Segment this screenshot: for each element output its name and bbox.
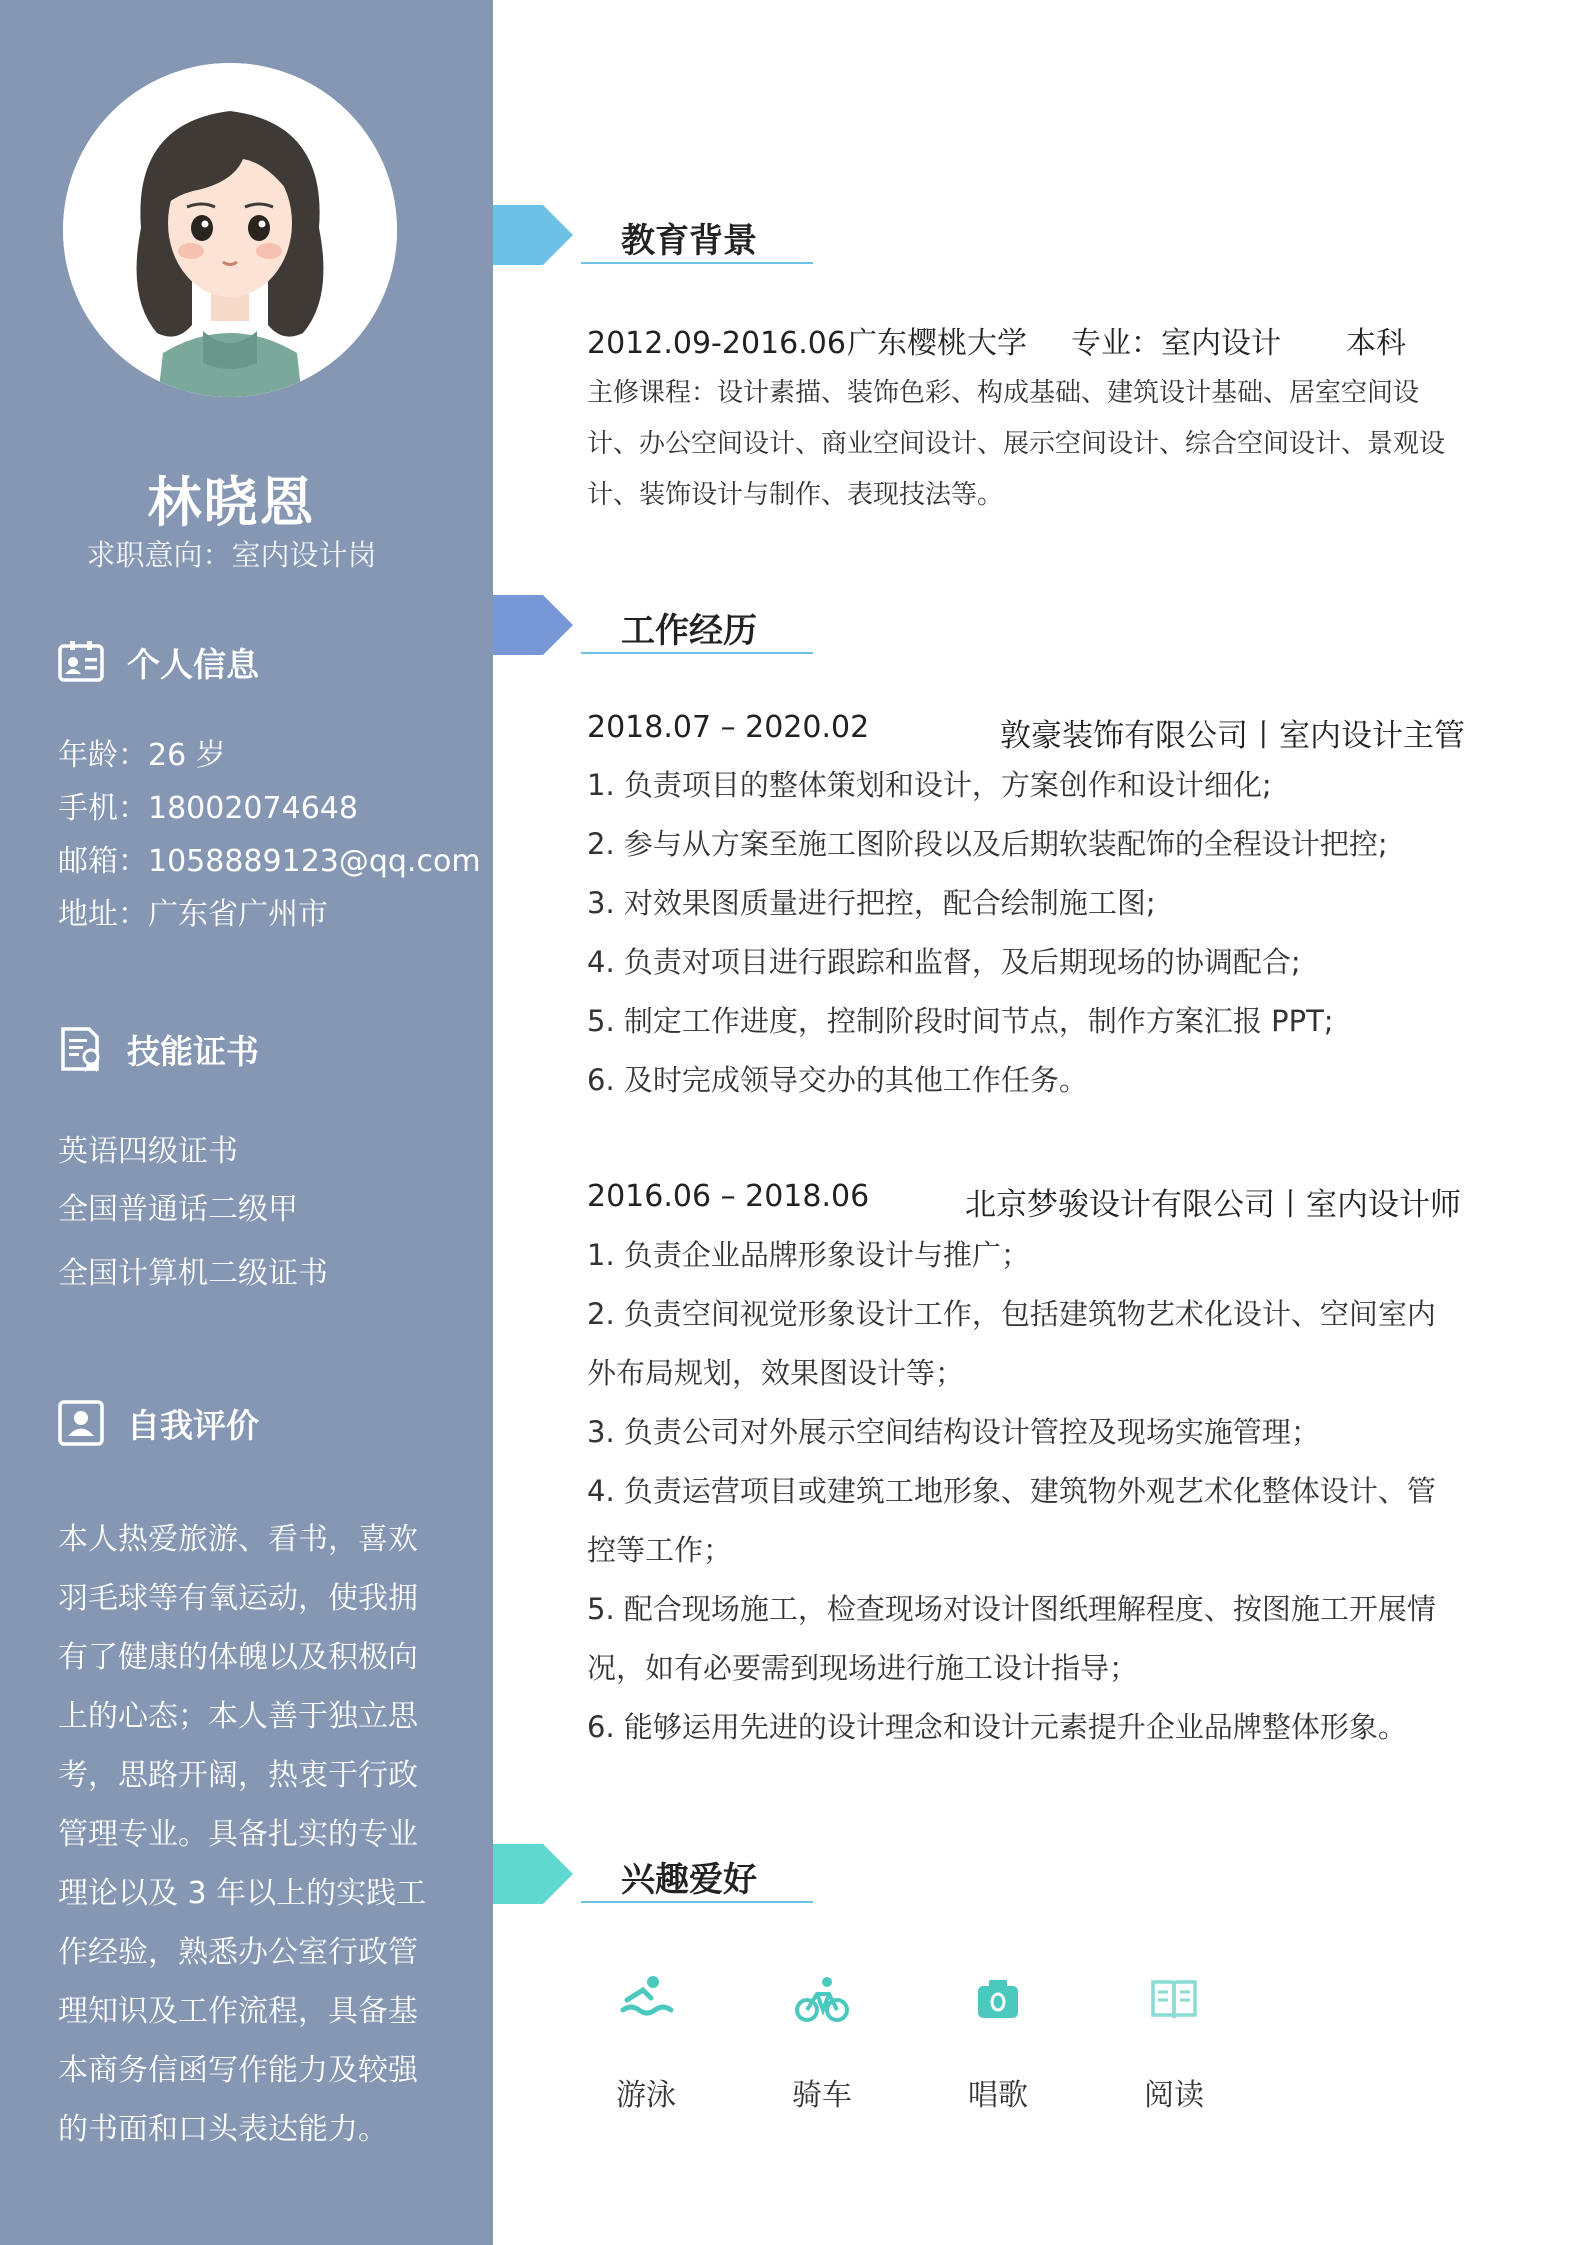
education-major: 专业：室内设计 bbox=[1071, 326, 1281, 361]
bicycle-icon bbox=[793, 1970, 851, 2028]
job-duty: 3. 负责公司对外展示空间结构设计管控及现场实施管理； bbox=[587, 1415, 1320, 1449]
sidebar bbox=[0, 0, 493, 2245]
job-duty: 2. 参与从方案至施工图阶段以及后期软装配饰的全程设计把控; bbox=[587, 827, 1388, 861]
skill-item: 英语四级证书 bbox=[58, 1134, 238, 1169]
skill-item: 全国普通话二级甲 bbox=[58, 1192, 298, 1227]
hobby-label: 骑车 bbox=[792, 2078, 852, 2113]
candidate-name: 林晓恩 bbox=[147, 471, 316, 534]
user-icon bbox=[57, 1399, 105, 1447]
hobby-item bbox=[938, 1970, 1058, 2114]
hobbies-title: 兴趣爱好 bbox=[621, 1860, 757, 1900]
skill-item: 全国计算机二级证书 bbox=[58, 1256, 328, 1291]
work-section-heading bbox=[493, 595, 823, 655]
section-underline bbox=[581, 652, 813, 654]
avatar bbox=[63, 63, 397, 397]
section-underline bbox=[581, 262, 813, 264]
self-eval-text: 本人热爱旅游、看书，喜欢羽毛球等有氧运动，使我拥有了健康的体魄以及积极向上的心态；本人善于独立思考，思路开阔，热衷于行政管理专业。具备扎实的专业理论以及 3 年以上的实践工作经验，熟悉办公室行政管理知识及工作流程，具备基本商务信函写作能力及较强的书面和口头表达能力。 bbox=[58, 1522, 427, 2147]
id-card-icon bbox=[57, 638, 105, 686]
section-arrow-icon bbox=[493, 595, 573, 655]
education-period: 2012.09-2016.06 bbox=[587, 326, 846, 361]
job-duty: 5. 制定工作进度，控制阶段时间节点，制作方案汇报 PPT; bbox=[587, 1004, 1334, 1038]
job-duty: 6. 能够运用先进的设计理念和设计元素提升企业品牌整体形象。 bbox=[587, 1710, 1407, 1744]
job-heading bbox=[587, 1179, 1461, 1223]
education-title: 教育背景 bbox=[621, 221, 757, 261]
section-underline bbox=[581, 1901, 813, 1903]
microphone-icon bbox=[969, 1970, 1027, 2028]
job-intent: 求职意向：室内设计岗 bbox=[86, 538, 377, 572]
education-section-heading bbox=[493, 205, 823, 265]
job-duty: 1. 负责企业品牌形象设计与推广； bbox=[587, 1238, 1030, 1272]
work-title: 工作经历 bbox=[621, 611, 757, 651]
book-icon bbox=[1145, 1970, 1203, 2028]
personal-info-age: 年龄：26 岁 bbox=[58, 738, 226, 773]
self-eval-title: 自我评价 bbox=[127, 1405, 259, 1445]
skills-title: 技能证书 bbox=[127, 1031, 259, 1071]
personal-info-heading bbox=[57, 637, 259, 687]
hobby-label: 游泳 bbox=[616, 2078, 676, 2113]
avatar-illustration bbox=[63, 63, 397, 397]
self-eval-heading bbox=[57, 1398, 259, 1448]
job-duty: 4. 负责对项目进行跟踪和监督，及后期现场的协调配合; bbox=[587, 945, 1301, 979]
hobby-label: 唱歌 bbox=[968, 2078, 1028, 2113]
swimming-icon bbox=[617, 1970, 675, 2028]
skills-heading bbox=[57, 1024, 259, 1074]
hobbies-section-heading bbox=[493, 1844, 823, 1904]
education-degree: 本科 bbox=[1346, 326, 1406, 361]
job-duty: 5. 配合现场施工，检查现场对设计图纸理解程度、按图施工开展情况，如有必要需到现场进行施工设计指导； bbox=[587, 1592, 1436, 1685]
job-duty: 2. 负责空间视觉形象设计工作，包括建筑物艺术化设计、空间室内外布局规划，效果图设计等； bbox=[587, 1297, 1436, 1390]
job-heading bbox=[587, 710, 1465, 754]
certificate-icon bbox=[57, 1025, 105, 1073]
personal-info-phone: 手机：18002074648 bbox=[58, 791, 358, 826]
job-duty: 3. 对效果图质量进行把控，配合绘制施工图; bbox=[587, 886, 1156, 920]
section-arrow-icon bbox=[493, 205, 573, 265]
job-company: 北京梦骏设计有限公司丨室内设计师 bbox=[965, 1187, 1461, 1223]
job-period: 2018.07 – 2020.02 bbox=[587, 710, 870, 745]
job-duty: 6. 及时完成领导交办的其他工作任务。 bbox=[587, 1063, 1088, 1097]
job-period: 2016.06 – 2018.06 bbox=[587, 1179, 870, 1214]
job-duty: 1. 负责项目的整体策划和设计，方案创作和设计细化; bbox=[587, 768, 1272, 802]
hobby-label: 阅读 bbox=[1144, 2078, 1204, 2113]
education-school: 广东樱桃大学 bbox=[847, 326, 1027, 361]
job-company: 敦豪装饰有限公司丨室内设计主管 bbox=[1000, 718, 1465, 754]
education-row bbox=[587, 318, 1406, 362]
section-arrow-icon bbox=[493, 1844, 573, 1904]
hobby-item bbox=[1114, 1970, 1234, 2114]
hobby-item bbox=[586, 1970, 706, 2114]
personal-info-title: 个人信息 bbox=[127, 644, 259, 684]
job-duty: 4. 负责运营项目或建筑工地形象、建筑物外观艺术化整体设计、管控等工作； bbox=[587, 1474, 1436, 1567]
education-courses: 主修课程：设计素描、装饰色彩、构成基础、建筑设计基础、居室空间设计、办公空间设计、商业空间设计、展示空间设计、综合空间设计、景观设计、装饰设计与制作、表现技法等。 bbox=[587, 378, 1446, 510]
personal-info-address: 地址：广东省广州市 bbox=[58, 897, 328, 932]
hobby-item bbox=[762, 1970, 882, 2114]
personal-info-email: 邮箱：1058889123@qq.com bbox=[58, 844, 481, 879]
